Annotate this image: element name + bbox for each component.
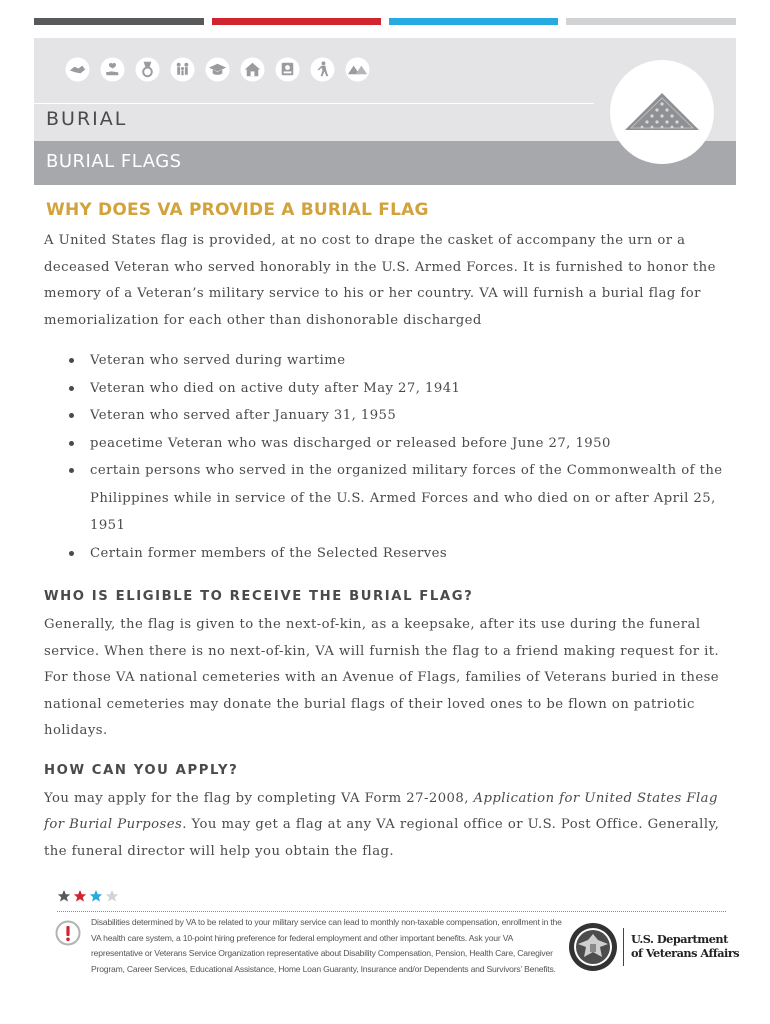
- hand-heart-icon: [99, 56, 126, 83]
- list-item: Veteran who served during wartime: [44, 347, 724, 375]
- apply-heading: HOW CAN YOU APPLY?: [44, 762, 239, 778]
- hiker-icon: [309, 56, 336, 83]
- stripe-red: [212, 18, 381, 25]
- rating-stars: [57, 889, 119, 903]
- bullet-icon: [69, 386, 74, 391]
- apply-text: You may apply for the flag by completing VA Form 27-2008, Application for United States Flag for Burial Purposes. You may get a flag at any VA regional office or U.S. Post Office. Generally, the funeral director will help you obtain the flag.: [44, 790, 720, 859]
- list-item: peacetime Veteran who was discharged or released before June 27, 1950: [44, 430, 724, 458]
- star-icon: [57, 889, 71, 903]
- handshake-icon: [64, 56, 91, 83]
- folded-flag-icon: [610, 60, 714, 164]
- bullet-icon: [69, 441, 74, 446]
- bullet-icon: [69, 413, 74, 418]
- list-item: Veteran who died on active duty after May 27, 1941: [44, 375, 724, 403]
- list-item: Certain former members of the Selected Reserves: [44, 540, 724, 568]
- eligible-heading: WHO IS ELIGIBLE TO RECEIVE THE BURIAL FLAG?: [44, 589, 474, 604]
- bullet-icon: [69, 551, 74, 556]
- bullet-icon: [69, 358, 74, 363]
- folded-flags-icon: [344, 56, 371, 83]
- star-icon: [89, 889, 103, 903]
- header-band: [34, 38, 736, 185]
- page-title: BURIAL FLAGS: [46, 151, 182, 172]
- house-icon: [239, 56, 266, 83]
- graduation-cap-icon: [204, 56, 231, 83]
- logo-divider: [623, 928, 624, 966]
- why-intro: A United States flag is provided, at no cost to drape the casket of accompany the urn or a deceased Veteran who served honorably in the U.S. Armed Forces. It is furnished to honor the memory of a Veteran’s military service to his or her country. VA will furnish a burial flag for memorialization for each other than dishonorable discharged: [44, 233, 716, 328]
- footer-divider: [57, 911, 726, 912]
- section-title: BURIAL: [46, 108, 128, 130]
- star-icon: [73, 889, 87, 903]
- header-divider: [34, 103, 594, 104]
- stripe-blue: [389, 18, 558, 25]
- badge-icon: [274, 56, 301, 83]
- star-icon: [105, 889, 119, 903]
- form-title: Application for United States Flag for Burial Purposes: [44, 790, 718, 832]
- stripe-light-gray: [566, 18, 736, 25]
- bullet-icon: [69, 468, 74, 473]
- main-content: [44, 200, 724, 865]
- eligible-text: Generally, the flag is given to the next-of-kin, as a keepsake, after its use during the funeral service. When there is no next-of-kin, VA will furnish the flag to a friend making request for it. For those VA national cemeteries with an Avenue of Flags, families of Veterans buried in these national cemeteries may donate the burial flags of their loved ones to be flown on patriotic holidays.: [44, 617, 720, 738]
- va-seal-icon: [568, 922, 618, 972]
- benefit-icons-row: [64, 56, 371, 82]
- list-item: Veteran who served after January 31, 1955: [44, 402, 724, 430]
- family-icon: [169, 56, 196, 83]
- exclamation-icon: [55, 920, 81, 946]
- medal-icon: [134, 56, 161, 83]
- eligibility-list: [44, 347, 724, 567]
- va-wordmark: U.S. Department of Veterans Affairs: [631, 932, 740, 960]
- list-item: certain persons who served in the organized military forces of the Commonwealth of the Philippines while in service of the U.S. Armed Forces and who died on or after April 25, 1951: [44, 457, 724, 540]
- why-heading: WHY DOES VA PROVIDE A BURIAL FLAG: [46, 200, 429, 220]
- stripe-dark-gray: [34, 18, 204, 25]
- footnote: Disabilities determined by VA to be related to your military service can lead to monthly non-taxable compensation, enrollment in the VA health care system, a 10-point hiring preference for federal employment and other important benefits. Ask your VA representative or Veterans Service Organization representative about Disability Compensation, Pension, Health Care, Caregiver Program, Career Services, Educational Assistance, Home Loan Guaranty, Insurance and/or Dependents and Survivors’ Benefits.: [91, 917, 562, 974]
